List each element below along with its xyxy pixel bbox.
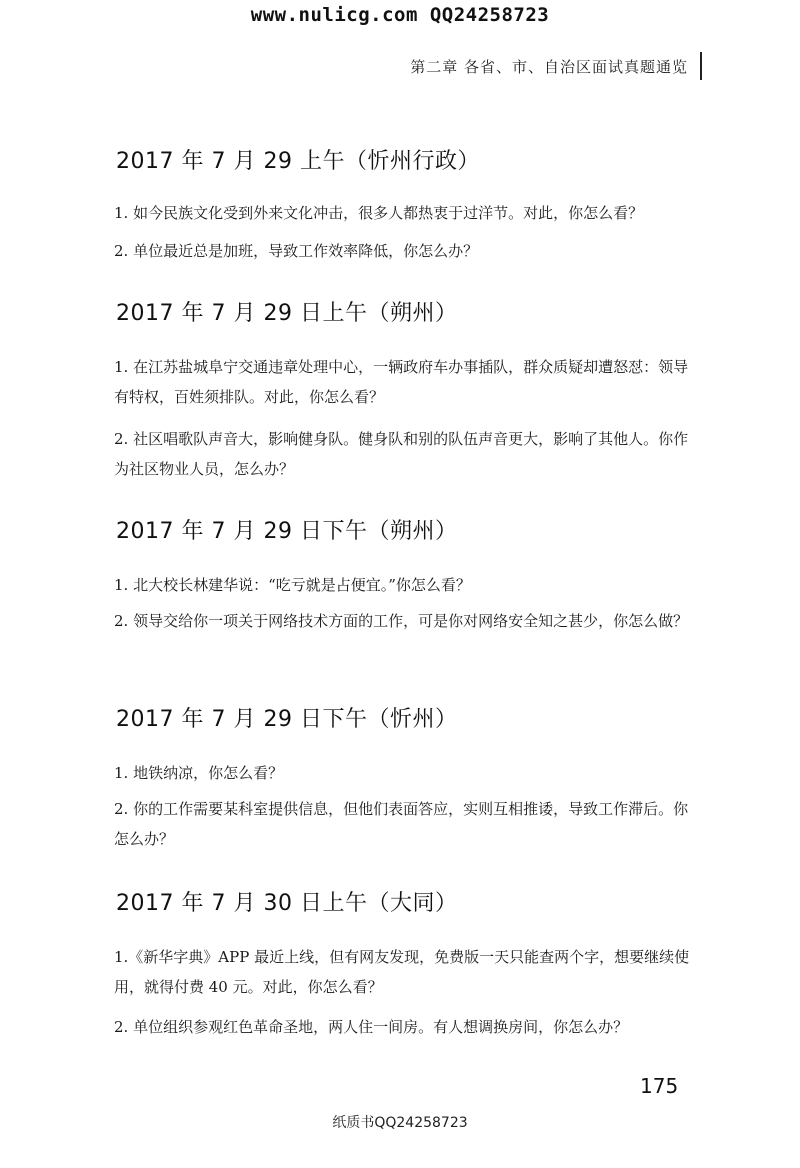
section-title: 2017 年 7 月 29 日上午（朔州） (116, 301, 458, 326)
section-title: 2017 年 7 月 30 日上午（大同） (116, 891, 458, 916)
question-item: 2. 你的工作需要某科室提供信息，但他们表面答应，实则互相推诿，导致工作滞后。你怎么办？ (114, 800, 689, 848)
question-item: 1. 地铁纳凉，你怎么看？ (114, 764, 284, 782)
question-item: 2. 单位组织参观红色革命圣地，两人住一间房。有人想调换房间，你怎么办？ (114, 1018, 629, 1036)
question-item: 1.《新华字典》APP 最近上线，但有网友发现，免费版一天只能查两个字，想要继续使用，就得付费 40 元。对此，你怎么看？ (114, 948, 690, 996)
watermark-bottom: 纸质书QQ24258723 (332, 1115, 468, 1131)
section-title: 2017 年 7 月 29 日下午（朔州） (116, 519, 458, 544)
header-rule (700, 52, 702, 80)
section-title: 2017 年 7 月 29 上午（忻州行政） (116, 149, 480, 174)
question-item: 2. 社区唱歌队声音大，影响健身队。健身队和别的队伍声音更大，影响了其他人。你作为社区物业人员，怎么办？ (114, 430, 689, 478)
question-item: 1. 在江苏盐城阜宁交通违章处理中心，一辆政府车办事插队，群众质疑却遭怒怼：领导有特权，百姓须排队。对此，你怎么看？ (114, 358, 689, 406)
running-header: 第二章 各省、市、自治区面试真题通览 (410, 58, 688, 76)
question-item: 1. 如今民族文化受到外来文化冲击，很多人都热衷于过洋节。对此，你怎么看？ (114, 204, 644, 222)
question-item: 1. 北大校长林建华说：“吃亏就是占便宜。”你怎么看？ (114, 576, 471, 594)
question-item: 2. 单位最近总是加班，导致工作效率降低，你怎么办？ (114, 242, 479, 260)
page-number: 175 (640, 1074, 679, 1098)
question-item: 2. 领导交给你一项关于网络技术方面的工作，可是你对网络安全知之甚少，你怎么做？ (114, 612, 689, 630)
watermark-top: www.nulicg.com QQ24258723 (250, 4, 550, 26)
section-title: 2017 年 7 月 29 日下午（忻州） (116, 707, 458, 732)
